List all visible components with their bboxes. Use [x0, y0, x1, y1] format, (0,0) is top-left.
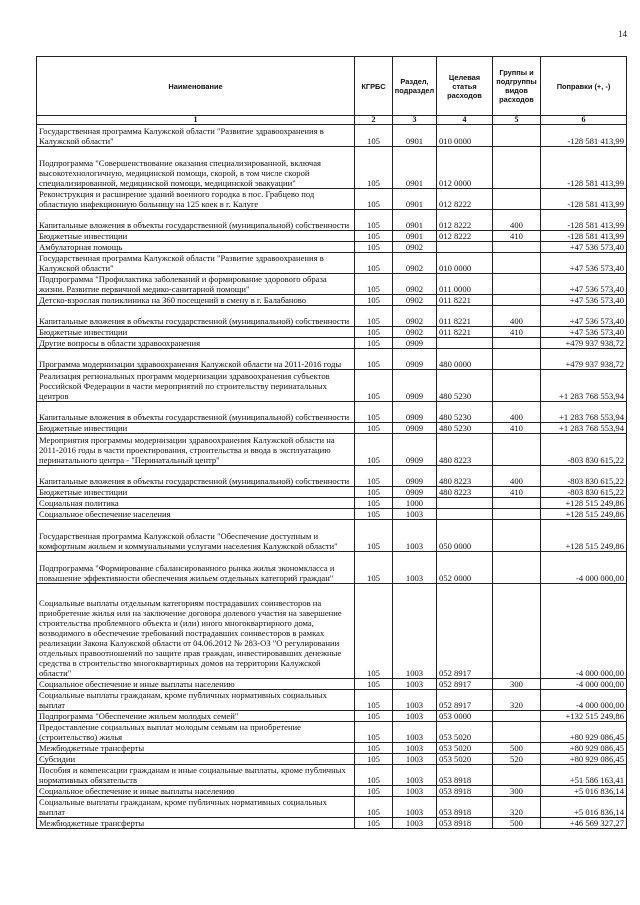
cell-name: Социальное обеспечение и иные выплаты населению: [37, 786, 355, 797]
cell-name: Межбюджетные трансферты: [37, 743, 355, 754]
cell-amendment: +128 515 249,86: [541, 498, 627, 509]
cell-expense-group: [493, 349, 541, 370]
cell-section: 1003: [393, 765, 437, 786]
cell-section: 0902: [393, 295, 437, 306]
cell-name: Подпрограмма "Обеспечение жильем молодых семей": [37, 711, 355, 722]
cell-expense-group: 400: [493, 466, 541, 487]
table-row: [37, 210, 627, 231]
table-row: [37, 306, 627, 327]
cell-target-article: 052 0000: [437, 552, 493, 584]
table-row: [37, 338, 627, 349]
table-body: [37, 125, 627, 829]
cell-amendment: +128 515 249,86: [541, 520, 627, 552]
cell-section: 1003: [393, 786, 437, 797]
cell-expense-group: 400: [493, 306, 541, 327]
cell-kgrbs: 105: [355, 722, 393, 743]
cell-name: Субсидии: [37, 754, 355, 765]
cell-kgrbs: 105: [355, 295, 393, 306]
cell-expense-group: 400: [493, 210, 541, 231]
table-row: [37, 349, 627, 370]
cell-target-article: 011 8221: [437, 327, 493, 338]
cell-amendment: +1 283 768 553,94: [541, 370, 627, 402]
cell-amendment: +1 283 768 553,94: [541, 423, 627, 434]
table-row: [37, 520, 627, 552]
cell-expense-group: 520: [493, 754, 541, 765]
cell-name: Подпрограмма "Профилактика заболеваний и формирование здорового образа жизни. Развитие первичной медико-санитарной помощи": [37, 274, 355, 295]
cell-target-article: 480 8223: [437, 434, 493, 466]
cell-name: Капитальные вложения в объекты государственной (муниципальной) собственности: [37, 306, 355, 327]
cell-expense-group: [493, 584, 541, 679]
cell-amendment: +128 515 249,86: [541, 509, 627, 520]
cell-name: Социальное обеспечение населения: [37, 509, 355, 520]
cell-expense-group: [493, 498, 541, 509]
cell-amendment: +51 586 163,41: [541, 765, 627, 786]
cell-target-article: 480 5230: [437, 370, 493, 402]
cell-section: 0901: [393, 125, 437, 147]
cell-amendment: -128 581 413,99: [541, 147, 627, 189]
cell-name: Амбулаторная помощь: [37, 242, 355, 253]
table-row: [37, 125, 627, 147]
table-row: [37, 327, 627, 338]
cell-section: 1003: [393, 509, 437, 520]
cell-expense-group: [493, 274, 541, 295]
cell-target-article: 480 8223: [437, 466, 493, 487]
cell-amendment: +479 937 938,72: [541, 349, 627, 370]
cell-target-article: 053 8918: [437, 818, 493, 829]
cell-kgrbs: 105: [355, 434, 393, 466]
cell-target-article: 012 8222: [437, 189, 493, 210]
cell-target-article: [437, 509, 493, 520]
table-row: [37, 818, 627, 829]
cell-kgrbs: 105: [355, 147, 393, 189]
cell-kgrbs: 105: [355, 679, 393, 690]
cell-expense-group: [493, 295, 541, 306]
cell-amendment: -803 830 615,22: [541, 466, 627, 487]
cell-kgrbs: 105: [355, 306, 393, 327]
cell-target-article: 053 8918: [437, 786, 493, 797]
cell-kgrbs: 105: [355, 584, 393, 679]
table-row: [37, 487, 627, 498]
table-row: [37, 722, 627, 743]
cell-section: 1003: [393, 679, 437, 690]
cell-kgrbs: 105: [355, 370, 393, 402]
cell-name: Социальное обеспечение и иные выплаты населению: [37, 679, 355, 690]
cell-kgrbs: 105: [355, 125, 393, 147]
cell-expense-group: 320: [493, 690, 541, 711]
cell-amendment: -4 000 000,00: [541, 584, 627, 679]
column-number: 3: [393, 116, 437, 125]
cell-amendment: -803 830 615,22: [541, 434, 627, 466]
cell-target-article: 053 8918: [437, 765, 493, 786]
table-row: [37, 147, 627, 189]
cell-expense-group: [493, 520, 541, 552]
cell-expense-group: [493, 722, 541, 743]
cell-expense-group: 410: [493, 327, 541, 338]
cell-target-article: 010 0000: [437, 125, 493, 147]
cell-amendment: -128 581 413,99: [541, 210, 627, 231]
table-row: [37, 711, 627, 722]
cell-name: Мероприятия программы модернизации здравоохранения Калужской области на 2011-2016 годы в части проектирования, строительства и ввода в эксплуатацию перинатального центра - "Перинатальный центр": [37, 434, 355, 466]
cell-section: 0909: [393, 434, 437, 466]
cell-expense-group: [493, 765, 541, 786]
cell-expense-group: [493, 253, 541, 274]
table-row: [37, 690, 627, 711]
cell-name: Государственная программа Калужской области "Развитие здравоохранения в Калужской области": [37, 253, 355, 274]
cell-amendment: +479 937 938,72: [541, 338, 627, 349]
cell-target-article: 012 8222: [437, 210, 493, 231]
cell-section: 0909: [393, 370, 437, 402]
cell-expense-group: [493, 509, 541, 520]
cell-amendment: +47 536 573,40: [541, 295, 627, 306]
cell-name: Подпрограмма "Формирование сбалансированного рынка жилья экономкласса и повышение эффективности обеспечения жильем отдельных категорий граждан": [37, 552, 355, 584]
cell-amendment: -4 000 000,00: [541, 679, 627, 690]
header-section: Раздел, подраздел: [393, 57, 437, 116]
cell-target-article: 050 0000: [437, 520, 493, 552]
cell-name: Капитальные вложения в объекты государственной (муниципальной) собственности: [37, 402, 355, 423]
cell-name: Капитальные вложения в объекты государственной (муниципальной) собственности: [37, 210, 355, 231]
table-row: [37, 679, 627, 690]
cell-target-article: 053 8918: [437, 797, 493, 818]
table-row: [37, 797, 627, 818]
cell-target-article: 480 8223: [437, 487, 493, 498]
cell-amendment: +132 515 249,86: [541, 711, 627, 722]
budget-amendments-table: [36, 56, 627, 829]
table-row: [37, 423, 627, 434]
cell-name: Социальная политика: [37, 498, 355, 509]
cell-amendment: +46 569 327,27: [541, 818, 627, 829]
cell-target-article: [437, 498, 493, 509]
cell-amendment: +80 929 086,45: [541, 754, 627, 765]
cell-amendment: -128 581 413,99: [541, 189, 627, 210]
cell-section: 1000: [393, 498, 437, 509]
cell-amendment: -128 581 413,99: [541, 231, 627, 242]
cell-section: 0909: [393, 487, 437, 498]
cell-name: Реализация региональных программ модернизации здравоохранения субъектов Российской Федерации в части мероприятий по строительству перинатальных центров: [37, 370, 355, 402]
cell-section: 0902: [393, 306, 437, 327]
table-row: [37, 786, 627, 797]
cell-kgrbs: 105: [355, 690, 393, 711]
cell-kgrbs: 105: [355, 274, 393, 295]
table-row: [37, 552, 627, 584]
cell-expense-group: [493, 338, 541, 349]
cell-section: 0901: [393, 231, 437, 242]
cell-target-article: 053 0000: [437, 711, 493, 722]
cell-amendment: +1 283 768 553,94: [541, 402, 627, 423]
cell-section: 0902: [393, 253, 437, 274]
table-row: [37, 743, 627, 754]
column-number: 5: [493, 116, 541, 125]
cell-expense-group: [493, 434, 541, 466]
table-row: [37, 434, 627, 466]
cell-amendment: -128 581 413,99: [541, 125, 627, 147]
cell-kgrbs: 105: [355, 253, 393, 274]
cell-kgrbs: 105: [355, 189, 393, 210]
cell-expense-group: 500: [493, 743, 541, 754]
cell-expense-group: [493, 242, 541, 253]
cell-amendment: +47 536 573,40: [541, 306, 627, 327]
cell-kgrbs: 105: [355, 743, 393, 754]
cell-name: Подпрограмма "Совершенствование оказания специализированной, включая высокотехнологичную, медицинской помощи, скорой, в том числе скорой специализированной, медицинской помощи, медицинской эвакуации": [37, 147, 355, 189]
cell-target-article: 010 0000: [437, 253, 493, 274]
cell-section: 0909: [393, 466, 437, 487]
cell-expense-group: 410: [493, 231, 541, 242]
cell-expense-group: [493, 125, 541, 147]
cell-expense-group: 500: [493, 818, 541, 829]
cell-kgrbs: 105: [355, 423, 393, 434]
cell-name: Социальные выплаты отдельным категориям пострадавших соинвесторов на приобретение жилья или на заключение договора долевого участия на завершение строительства проблемного объекта и (или) иного многоквартирного дома, возводимого в обеспечение требований пострадавших соинвесторов в рамках реализации Закона Калужской области от 04.06.2012 № 283-ОЗ "О регулировании отдельных правоотношений по защите прав граждан, инвестировавших денежные средства в строительство многоквартирных домов на территории Калужской области": [37, 584, 355, 679]
header-name: Наименование: [37, 57, 355, 116]
cell-kgrbs: 105: [355, 210, 393, 231]
table-row: [37, 253, 627, 274]
table-row: [37, 402, 627, 423]
cell-kgrbs: 105: [355, 327, 393, 338]
cell-target-article: 053 5020: [437, 722, 493, 743]
cell-kgrbs: 105: [355, 487, 393, 498]
header-row: [37, 57, 627, 116]
page-number: 14: [618, 29, 627, 39]
cell-section: 1003: [393, 722, 437, 743]
cell-kgrbs: 105: [355, 231, 393, 242]
cell-name: Государственная программа Калужской области "Развитие здравоохранения в Калужской области": [37, 125, 355, 147]
cell-target-article: 011 8221: [437, 295, 493, 306]
cell-name: Социальные выплаты гражданам, кроме публичных нормативных социальных выплат: [37, 797, 355, 818]
column-number: 1: [37, 116, 355, 125]
cell-target-article: 480 0000: [437, 349, 493, 370]
cell-section: 0901: [393, 210, 437, 231]
cell-section: 1003: [393, 797, 437, 818]
cell-amendment: +5 016 836,14: [541, 786, 627, 797]
cell-target-article: [437, 242, 493, 253]
cell-name: Капитальные вложения в объекты государственной (муниципальной) собственности: [37, 466, 355, 487]
header-amendments: Поправки (+, -): [541, 57, 627, 116]
cell-kgrbs: 105: [355, 402, 393, 423]
cell-target-article: 480 5230: [437, 423, 493, 434]
cell-kgrbs: 105: [355, 552, 393, 584]
cell-kgrbs: 105: [355, 349, 393, 370]
cell-expense-group: 300: [493, 786, 541, 797]
cell-expense-group: [493, 552, 541, 584]
column-number-row: [37, 116, 627, 125]
table-row: [37, 370, 627, 402]
cell-target-article: 011 8221: [437, 306, 493, 327]
cell-name: Социальные выплаты гражданам, кроме публичных нормативных социальных выплат: [37, 690, 355, 711]
cell-expense-group: [493, 370, 541, 402]
table-row: [37, 754, 627, 765]
cell-section: 0901: [393, 189, 437, 210]
cell-expense-group: [493, 711, 541, 722]
cell-section: 0909: [393, 338, 437, 349]
cell-amendment: -4 000 000,00: [541, 552, 627, 584]
cell-name: Другие вопросы в области здравоохранения: [37, 338, 355, 349]
cell-amendment: +80 929 086,45: [541, 722, 627, 743]
cell-name: Бюджетные инвестиции: [37, 327, 355, 338]
cell-amendment: +5 016 836,14: [541, 797, 627, 818]
cell-kgrbs: 105: [355, 498, 393, 509]
header-target-article: Целевая статья расходов: [437, 57, 493, 116]
cell-target-article: 012 0000: [437, 147, 493, 189]
cell-name: Предоставление социальных выплат молодым семьям на приобретение (строительство) жилья: [37, 722, 355, 743]
table-row: [37, 231, 627, 242]
cell-section: 0902: [393, 327, 437, 338]
cell-section: 1003: [393, 818, 437, 829]
cell-kgrbs: 105: [355, 520, 393, 552]
column-number: 6: [541, 116, 627, 125]
cell-name: Бюджетные инвестиции: [37, 231, 355, 242]
cell-kgrbs: 105: [355, 797, 393, 818]
cell-amendment: -803 830 615,22: [541, 487, 627, 498]
cell-section: 1003: [393, 584, 437, 679]
cell-section: 0902: [393, 274, 437, 295]
table-row: [37, 765, 627, 786]
table-row: [37, 189, 627, 210]
cell-expense-group: [493, 147, 541, 189]
table-row: [37, 295, 627, 306]
cell-target-article: 012 8222: [437, 231, 493, 242]
header-expense-group: Группы и подгруппы видов расходов: [493, 57, 541, 116]
cell-kgrbs: 105: [355, 509, 393, 520]
header-kgrbs: КГРБС: [355, 57, 393, 116]
cell-name: Государственная программа Калужской области "Обеспечение доступным и комфортным жильем и коммунальными услугами населения Калужской области": [37, 520, 355, 552]
cell-amendment: -4 000 000,00: [541, 690, 627, 711]
cell-kgrbs: 105: [355, 466, 393, 487]
cell-section: 0909: [393, 402, 437, 423]
cell-section: 1003: [393, 690, 437, 711]
cell-kgrbs: 105: [355, 242, 393, 253]
cell-expense-group: 320: [493, 797, 541, 818]
cell-target-article: 052 8917: [437, 690, 493, 711]
cell-section: 0909: [393, 349, 437, 370]
cell-section: 0902: [393, 242, 437, 253]
cell-expense-group: 300: [493, 679, 541, 690]
cell-amendment: +47 536 573,40: [541, 274, 627, 295]
cell-expense-group: [493, 189, 541, 210]
cell-amendment: +47 536 573,40: [541, 242, 627, 253]
cell-expense-group: 400: [493, 402, 541, 423]
cell-name: Межбюджетные трансферты: [37, 818, 355, 829]
cell-section: 1003: [393, 711, 437, 722]
cell-amendment: +47 536 573,40: [541, 253, 627, 274]
cell-expense-group: 410: [493, 423, 541, 434]
cell-kgrbs: 105: [355, 786, 393, 797]
cell-kgrbs: 105: [355, 818, 393, 829]
cell-name: Программа модернизации здравоохранения Калужской области на 2011-2016 годы: [37, 349, 355, 370]
cell-target-article: 480 5230: [437, 402, 493, 423]
cell-name: Пособия и компенсации гражданам и иные социальные выплаты, кроме публичных нормативных обязательств: [37, 765, 355, 786]
cell-target-article: 011 0000: [437, 274, 493, 295]
cell-expense-group: 410: [493, 487, 541, 498]
cell-section: 1003: [393, 520, 437, 552]
cell-kgrbs: 105: [355, 754, 393, 765]
cell-target-article: [437, 338, 493, 349]
table-row: [37, 509, 627, 520]
column-number: 2: [355, 116, 393, 125]
cell-name: Реконструкция и расширение зданий военного городка в пос. Грабцево под областную инфекционную больницу на 125 коек в г. Калуге: [37, 189, 355, 210]
cell-target-article: 053 5020: [437, 743, 493, 754]
cell-kgrbs: 105: [355, 338, 393, 349]
cell-section: 1003: [393, 754, 437, 765]
table-row: [37, 466, 627, 487]
cell-section: 1003: [393, 552, 437, 584]
cell-target-article: 052 8917: [437, 584, 493, 679]
cell-kgrbs: 105: [355, 711, 393, 722]
cell-name: Детско-взрослая поликлиника на 360 посещений в смену в г. Балабаново: [37, 295, 355, 306]
table-row: [37, 242, 627, 253]
cell-target-article: 052 8917: [437, 679, 493, 690]
cell-name: Бюджетные инвестиции: [37, 423, 355, 434]
cell-kgrbs: 105: [355, 765, 393, 786]
cell-section: 0909: [393, 423, 437, 434]
cell-name: Бюджетные инвестиции: [37, 487, 355, 498]
column-number: 4: [437, 116, 493, 125]
cell-target-article: 053 5020: [437, 754, 493, 765]
cell-amendment: +80 929 086,45: [541, 743, 627, 754]
cell-section: 0901: [393, 147, 437, 189]
cell-amendment: +47 536 573,40: [541, 327, 627, 338]
cell-section: 1003: [393, 743, 437, 754]
table-row: [37, 274, 627, 295]
table-row: [37, 498, 627, 509]
table-row: [37, 584, 627, 679]
